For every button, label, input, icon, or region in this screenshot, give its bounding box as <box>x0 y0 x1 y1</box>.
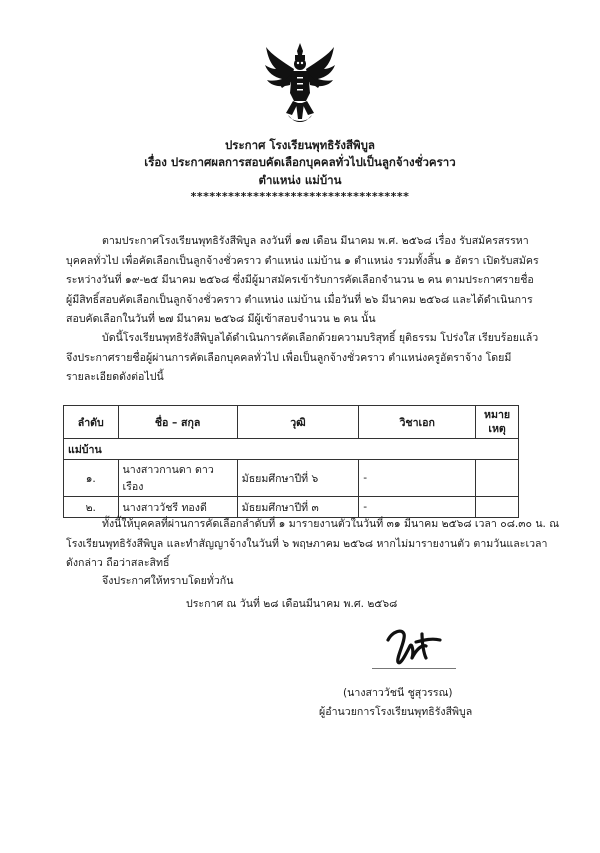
text-line: ดังกล่าว ถือว่าสละสิทธิ์ <box>66 557 170 569</box>
divider-stars: *********************************** <box>190 190 410 203</box>
table-header-row <box>64 406 519 439</box>
text-line: บุคคลทั่วไป เพื่อคัดเลือกเป็นลูกจ้างชั่วคราว ตำแหน่ง แม่บ้าน ๑ ตำแหน่ง รวมทั้งสิ้น ๑ อัตรา เปิดรับสมัคร <box>66 254 539 267</box>
garuda-emblem-icon <box>262 41 338 127</box>
cell-major: - <box>359 460 476 497</box>
position-title: ตำแหน่ง แม่บ้าน <box>258 173 342 187</box>
signature-icon <box>382 624 444 668</box>
table-row <box>64 460 519 497</box>
text-line: สอบคัดเลือกในวันที่ ๒๗ มีนาคม ๒๕๖๘ มีผู้เข้าสอบจำนวน ๒ คน นั้น <box>66 313 376 325</box>
paragraph-report-instructions <box>66 515 560 574</box>
col-header-qualification: วุฒิ <box>237 406 359 439</box>
col-header-major: วิชาเอก <box>359 406 476 439</box>
closing-statement: จึงประกาศให้ทราบโดยทั่วกัน <box>102 575 234 587</box>
col-header-order: ลำดับ <box>64 406 119 439</box>
cell-qualification: มัธยมศึกษาปีที่ ๖ <box>237 460 359 497</box>
text-line: ตามประกาศโรงเรียนพุทธิรังสีพิบูล ลงวันที่ ๑๗ เดือน มีนาคม พ.ศ. ๒๕๖๘ เรื่อง รับสมัครสรรหา <box>102 235 529 247</box>
text-line: จึงประกาศรายชื่อผู้ผ่านการคัดเลือกบุคคลทั่วไป เพื่อเป็นลูกจ้างชั่วคราว ตำแหน่งครูอัตราจ้าง โดยมี <box>66 351 512 364</box>
signer-name: (นางสาววัชนี ชูสุวรรณ) <box>343 687 453 699</box>
text-line: รายละเอียดดังต่อไปนี้ <box>66 371 164 383</box>
text-line: ทั้งนี้ให้บุคคลที่ผ่านการคัดเลือกลำดับที่ ๑ มารายงานตัวในวันที่ ๓๑ มีนาคม ๒๕๖๘ เวลา ๐๘.๓๐ น. ณ <box>102 518 560 530</box>
signature-line <box>372 668 456 669</box>
results-table <box>63 405 519 518</box>
paragraph-result-intro <box>66 329 546 388</box>
text-line: ระหว่างวันที่ ๑๙-๒๕ มีนาคม ๒๕๖๘ ซึ่งมีผู้มาสมัครเข้ารับการคัดเลือกจำนวน ๒ คน ตามประกาศรายชื่อ <box>66 274 534 286</box>
section-label: แม่บ้าน <box>64 439 519 460</box>
cell-name: นางสาววัชรี ทองดี <box>118 497 237 518</box>
cell-major: - <box>359 497 476 518</box>
cell-remark <box>476 460 519 497</box>
text-line: โรงเรียนพุทธิรังสีพิบูล และทำสัญญาจ้างในวันที่ ๖ พฤษภาคม ๒๕๖๘ หากไม่มารายงานตัว ตามวันและเวลา <box>66 537 548 550</box>
cell-order: ๒. <box>64 497 119 518</box>
signer-title: ผู้อำนวยการโรงเรียนพุทธิรังสีพิบูล <box>319 706 473 718</box>
cell-qualification: มัธยมศึกษาปีที่ ๓ <box>237 497 359 518</box>
col-header-remark: หมาย เหตุ <box>476 406 519 439</box>
table-section-row <box>64 439 519 460</box>
cell-name: นางสาวกานดา ดาวเรือง <box>118 460 237 497</box>
announcement-subject: เรื่อง ประกาศผลการสอบคัดเลือกบุคคลทั่วไปเป็นลูกจ้างชั่วคราว <box>144 155 456 169</box>
text-line: ผู้มีสิทธิ์สอบคัดเลือกเป็นลูกจ้างชั่วคราว ตำแหน่ง แม่บ้าน เมื่อวันที่ ๒๖ มีนาคม ๒๕๖๘ และได้ดำเนินการ <box>66 293 533 306</box>
cell-order: ๑. <box>64 460 119 497</box>
paragraph-background <box>66 232 546 330</box>
col-header-name: ชื่อ – สกุล <box>118 406 237 439</box>
announcement-date: ประกาศ ณ วันที่ ๒๘ เดือนมีนาคม พ.ศ. ๒๕๖๘ <box>186 598 398 610</box>
announcement-title: ประกาศ โรงเรียนพุทธิรังสีพิบูล <box>225 138 375 152</box>
text-line: บัดนี้โรงเรียนพุทธิรังสีพิบูลได้ดำเนินการคัดเลือกด้วยความบริสุทธิ์ ยุติธรรม โปร่งใส เรียบร้อยแล้ว <box>102 332 539 344</box>
